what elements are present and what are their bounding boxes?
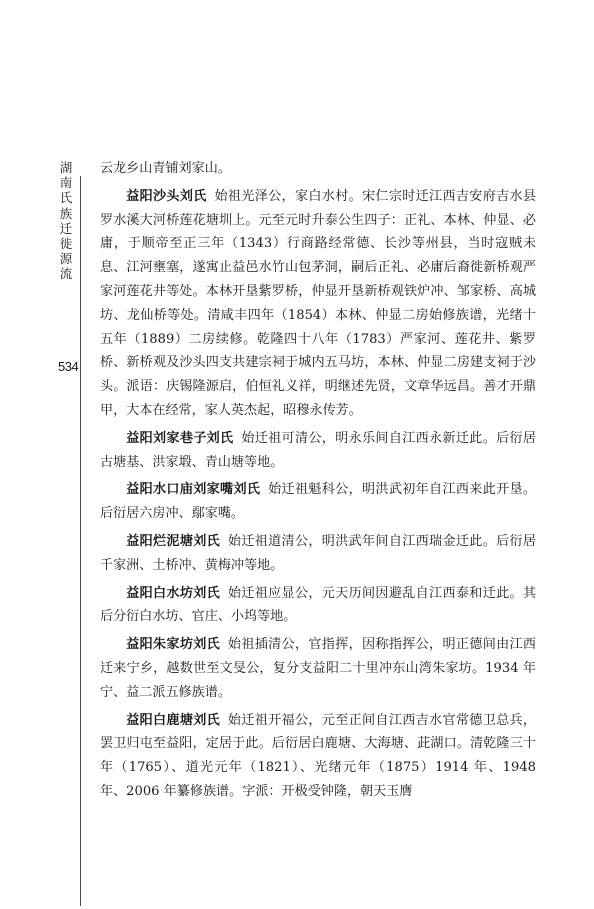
continuation-paragraph: 云龙乡山青铺刘家山。 (100, 161, 231, 176)
entry-text: 始迁祖应显公，元天历间因避乱自江西泰和迁此。其后分衍白水坊、官庄、小坞等地。 (100, 585, 537, 625)
clan-entry-lannitang (100, 530, 536, 578)
entry-text: 始祖插清公，官指挥，因称指挥公，明正德间由江西迁来宁乡，越数世至文旻公，复分支益阳二十里冲东山湾朱家坊。1934 年宁、益二派五修族谱。 (100, 637, 537, 700)
entry-heading: 益阳朱家坊刘氏 (126, 637, 221, 653)
entry-heading: 益阳刘家巷子刘氏 (126, 430, 234, 446)
clan-entry-bailutang (100, 709, 536, 804)
clan-entry-liujiaxiangzi (100, 427, 536, 475)
entry-heading: 益阳水口庙刘家嘴刘氏 (126, 482, 261, 498)
page-body (100, 157, 536, 808)
entry-text: 始迁祖可清公，明永乐间自江西永新迁此。后衍居古塘基、洪家塅、青山塘等地。 (100, 430, 537, 470)
entry-text: 始迁祖道清公，明洪武年间自江西瑞金迁此。后衍居千家洲、土桥冲、黄梅冲等地。 (100, 533, 537, 573)
clan-entry-zhujiafang (100, 633, 536, 704)
clan-entry-baishuifang (100, 582, 536, 630)
clan-entry-shatou (100, 185, 536, 423)
margin-rule (80, 176, 81, 906)
entry-heading: 益阳白鹿塘刘氏 (126, 712, 221, 728)
page-number: 534 (58, 359, 79, 374)
entry-text: 始祖光泽公，家白水村。宋仁宗时迁江西吉安府吉水县罗水溪大河桥莲花塘圳上。元至元时升泰公生四子：正礼、本林、仲显、必庸，于顺帝至正三年（1343）行商路经常德、长沙等州县，当时寇贼未息、江河壅塞，遂寓止益邑水竹山包茅洞，嗣后正礼、必庸后裔徙新桥观严家河莲花井等处。本林开垦紫罗桥，仲显开垦新桥观铁炉冲、邹家桥、高城坊、龙仙桥等处。清咸丰四年（1854）本林、仲显二房始修族谱，光绪十五年（1889）二房续修。乾隆四十八年（1783）严家河、莲花井、紫罗桥、新桥观及沙头四支共建宗祠于城内五马坊，本林、仲显二房建支祠于沙头。派语：庆锡隆源启，伯恒礼义祥，明继述先贤，文章华远昌。善才开鼎甲，大本在经常，家人英杰起，昭穆永传芳。 (100, 188, 537, 418)
entry-text: 始迁祖魁科公，明洪武初年自江西来此开垦。后衍居六房冲、鄢家嘴。 (100, 482, 537, 522)
entry-text: 始迁祖开福公，元至正间自江西吉水官常德卫总兵，罢卫归屯至益阳，定居于此。后衍居白鹿塘、大海塘、茈湖口。清乾隆三十年（1765）、道光元年（1821）、光绪元年（1875）1914 年、1948 年、2006 年纂修族谱。字派：开极受钟隆，朝天玉膺 (100, 712, 537, 799)
clan-entry-shuikoumiao (100, 478, 536, 526)
entry-heading: 益阳白水坊刘氏 (126, 585, 221, 601)
running-title: 湖南氏族迁徙源流 (59, 160, 73, 282)
entry-heading: 益阳烂泥塘刘氏 (126, 533, 221, 549)
entry-heading: 益阳沙头刘氏 (126, 188, 207, 204)
